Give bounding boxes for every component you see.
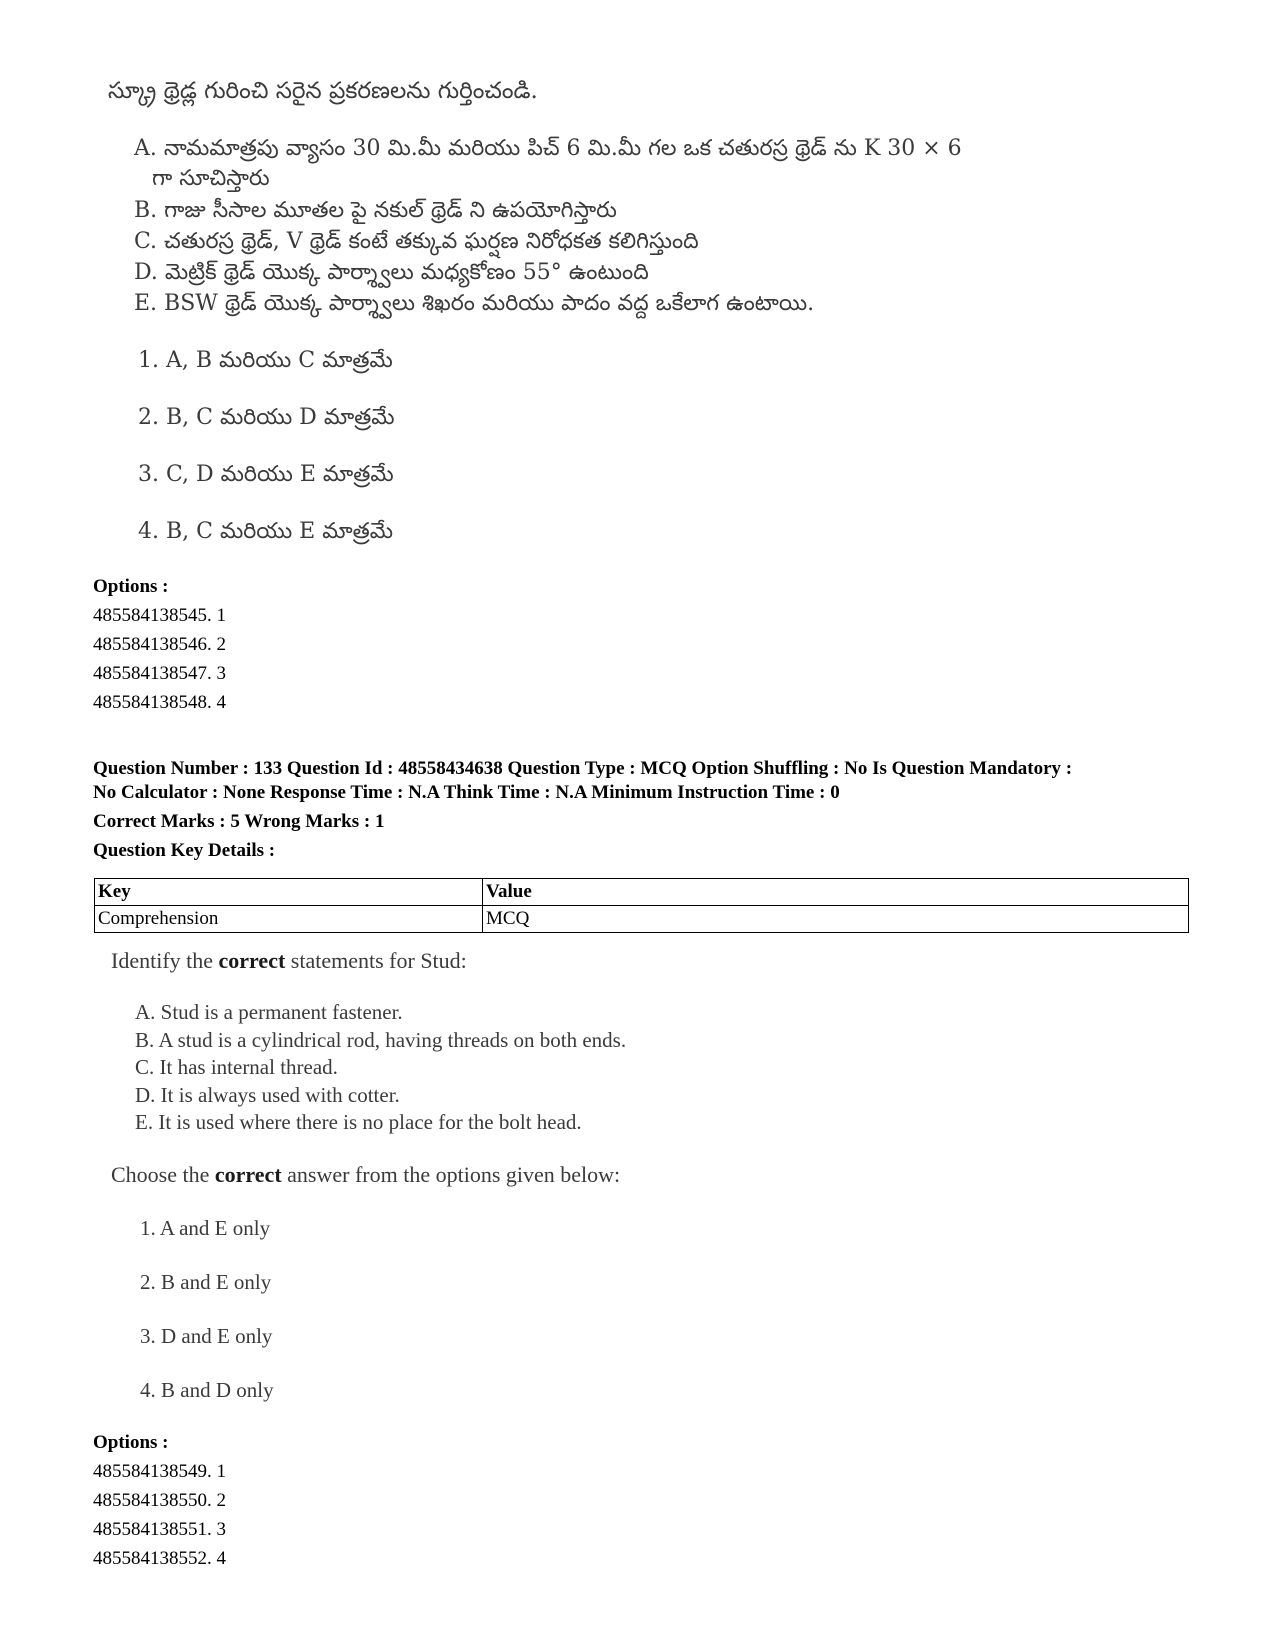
- option-id-7: 485584138551. 3: [93, 1519, 226, 1540]
- option-id-5: 485584138549. 1: [93, 1461, 226, 1482]
- telugu-statement-d: D. మెట్రిక్ థ్రెడ్ యొక్క పార్శ్వాలు మధ్యకోణం 55° ఉంటుంది: [134, 260, 649, 285]
- english-option-4: 4. B and D only: [140, 1378, 274, 1402]
- question-key-table: [94, 878, 1189, 933]
- option-id-1: 485584138545. 1: [93, 605, 226, 626]
- telugu-statement-a: A. నామమాత్రపు వ్యాసం 30 మి.మీ మరియు పిచ్ 6 మి.మీ గల ఒక చతురస్ర థ్రెడ్ ను K 30 × 6: [134, 136, 962, 161]
- option-id-6: 485584138550. 2: [93, 1490, 226, 1511]
- telugu-statement-c: C. చతురస్ర థ్రెడ్, V థ్రెడ్ కంటే తక్కువ ఘర్షణ నిరోధకత కలిగిస్తుంది: [134, 229, 699, 254]
- question-meta-line1: Question Number : 133 Question Id : 48558434638 Question Type : MCQ Option Shuffling : No Is Question Mandatory :: [93, 758, 1073, 779]
- telugu-statement-e: E. BSW థ్రెడ్ యొక్క పార్శ్వాలు శిఖరం మరియు పాదం వద్ద ఒకేలాగ ఉంటాయి.: [134, 291, 815, 316]
- key-table-cell-value: MCQ: [483, 906, 1189, 933]
- english-statement-c: C. It has internal thread.: [135, 1055, 338, 1079]
- choose-text-bold: correct: [214, 1162, 282, 1187]
- key-table-cell-key: Comprehension: [95, 906, 483, 933]
- english-choose-instruction: [111, 1162, 620, 1188]
- telugu-statement-a-cont: గా సూచిస్తారు: [152, 166, 270, 191]
- telugu-option-4: 4. B, C మరియు E మాత్రమే: [138, 519, 393, 544]
- english-statement-d: D. It is always used with cotter.: [135, 1083, 400, 1107]
- telugu-option-2: 2. B, C మరియు D మాత్రమే: [138, 405, 395, 430]
- prompt-text-after: statements for Stud:: [285, 948, 467, 973]
- question-marks: Correct Marks : 5 Wrong Marks : 1: [93, 811, 385, 832]
- english-statement-b: B. A stud is a cylindrical rod, having threads on both ends.: [135, 1028, 627, 1052]
- key-table-header-row: [95, 879, 1189, 906]
- english-option-1: 1. A and E only: [140, 1216, 271, 1240]
- question-meta-line2: No Calculator : None Response Time : N.A Think Time : N.A Minimum Instruction Time : 0: [93, 782, 840, 803]
- telugu-question-prompt: స్క్రూ థ్రెడ్ల గురించి సరైన ప్రకరణలను గుర్తించండి.: [108, 78, 538, 104]
- prompt-text-bold: correct: [218, 948, 286, 973]
- key-table-row: [95, 906, 1189, 933]
- english-statement-e: E. It is used where there is no place for the bolt head.: [135, 1110, 582, 1134]
- choose-text-before: Choose the: [111, 1162, 215, 1187]
- option-id-2: 485584138546. 2: [93, 634, 226, 655]
- key-table-header-key: Key: [95, 879, 483, 906]
- telugu-option-1: 1. A, B మరియు C మాత్రమే: [138, 348, 393, 373]
- option-id-3: 485584138547. 3: [93, 663, 226, 684]
- telugu-option-3: 3. C, D మరియు E మాత్రమే: [138, 462, 394, 487]
- english-option-3: 3. D and E only: [140, 1324, 273, 1348]
- key-table-header-value: Value: [483, 879, 1189, 906]
- option-id-8: 485584138552. 4: [93, 1548, 226, 1569]
- options-label-1: Options :: [93, 576, 169, 597]
- english-question-prompt: [111, 948, 467, 974]
- english-option-2: 2. B and E only: [140, 1270, 272, 1294]
- english-statement-a: A. Stud is a permanent fastener.: [135, 1000, 403, 1024]
- question-key-details-label: Question Key Details :: [93, 840, 276, 861]
- option-id-4: 485584138548. 4: [93, 692, 226, 713]
- options-label-2: Options :: [93, 1432, 169, 1453]
- prompt-text-before: Identify the: [111, 948, 219, 973]
- telugu-statement-b: B. గాజు సీసాల మూతల పై నకుల్ థ్రెడ్ ని ఉపయోగిస్తారు: [134, 198, 617, 223]
- choose-text-after: answer from the options given below:: [281, 1162, 621, 1187]
